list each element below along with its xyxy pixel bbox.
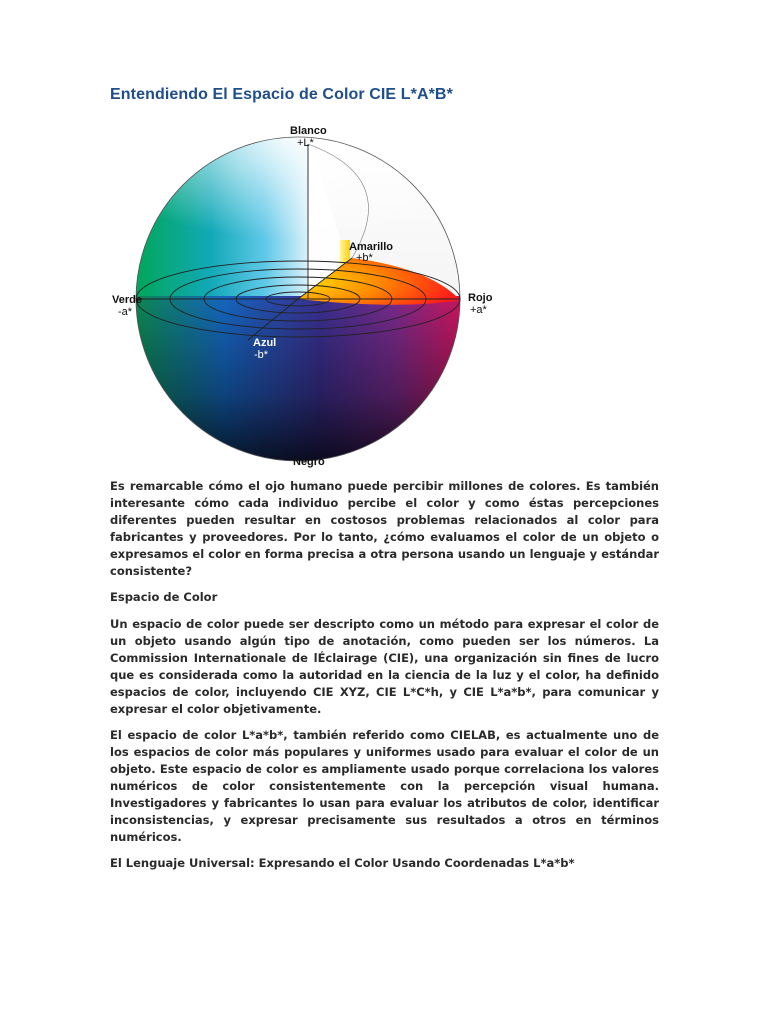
label-yellow-axis: +b* <box>356 252 373 264</box>
label-white-axis: +L* <box>297 137 314 149</box>
label-green-name: Verde <box>112 294 142 306</box>
document-body <box>110 478 659 882</box>
label-red-name: Rojo <box>468 292 493 304</box>
label-yellow-name: Amarillo <box>349 241 394 253</box>
label-black-name: Negro <box>293 456 325 468</box>
label-blue-axis: -b* <box>254 349 269 361</box>
document-title: Entendiendo El Espacio de Color CIE L*A*B* <box>110 86 453 103</box>
label-green-axis: -a* <box>118 306 133 318</box>
paragraph-color-space: Un espacio de color puede ser descripto como un método para expresar el color de un objeto usando algún tipo de anotación, como pueden ser los números. La Commission Internationale de lÉclairage (CIE), una organización sin fines de lucro que es considerada como la autoridad en la ciencia de la luz y el color, ha definido espacios de color, incluyendo CIE XYZ, CIE L*C*h, y CIE L*a*b*, para comunicar y expresar el color objetivamente. <box>110 617 659 716</box>
section-heading-color-space: Espacio de Color <box>110 590 218 604</box>
label-white-name: Blanco <box>290 125 327 137</box>
paragraph-intro: Es remarcable cómo el ojo humano puede percibir millones de colores. Es también interesante cómo cada individuo percibe el color y como éstas percepciones diferentes pueden resultar en costosos problemas relacionados al color para fabricantes y proveedores. Por lo tanto, ¿cómo evaluamos el color de un objeto o expresamos el color en forma precisa a otra persona usando un lenguaje y estándar consistente? <box>110 479 659 578</box>
label-red-axis: +a* <box>470 304 487 316</box>
cielab-sphere-figure <box>100 118 500 473</box>
paragraph-cielab: El espacio de color L*a*b*, también referido como CIELAB, es actualmente uno de los espacios de color más populares y uniformes usado para evaluar el color de un objeto. Este espacio de color es ampliamente usado porque correlaciona los valores numéricos de color consistentemente con la percepción visual humana. Investigadores y fabricantes lo usan para evaluar los atributos de color, identificar inconsistencias, y expresar precisamente sus resultados a otros en términos numéricos. <box>110 728 659 844</box>
section-heading-universal-language: El Lenguaje Universal: Expresando el Color Usando Coordenadas L*a*b* <box>110 856 575 870</box>
cielab-sphere-illustration <box>100 118 500 473</box>
label-blue-name: Azul <box>253 337 277 349</box>
